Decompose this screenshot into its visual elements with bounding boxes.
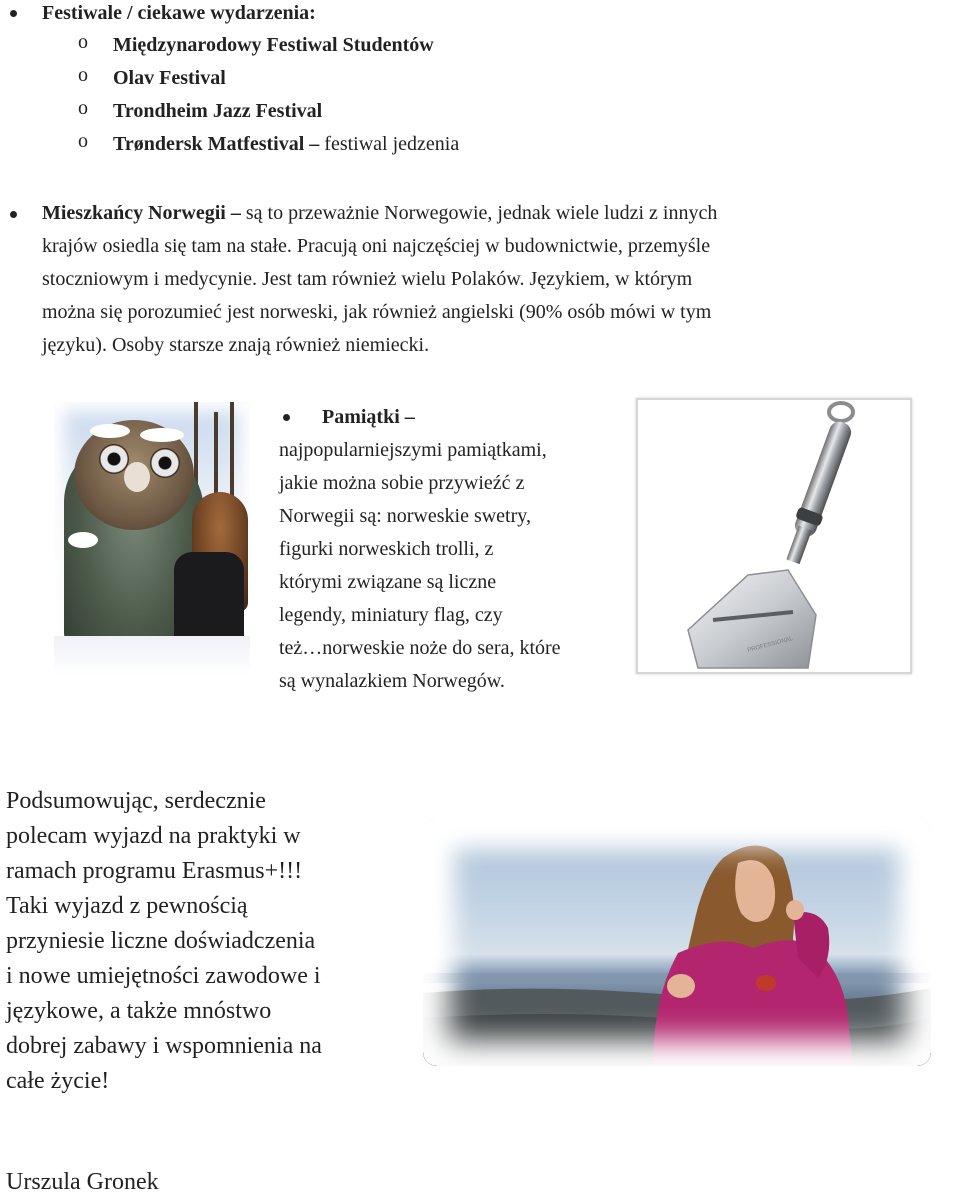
festival-name: Olav Festival [113, 67, 226, 89]
summary-line: dobrej zabawy i wspomnienia na [6, 1033, 322, 1059]
summary-line: Podsumowując, serdecznie [6, 788, 266, 814]
summary-paragraph [6, 784, 416, 1099]
residents-line: można się porozumieć jest norweski, jak również angielski (90% osób mówi w tym [42, 301, 712, 323]
slicer-engraving: PROFESSIONAL [746, 636, 794, 654]
sub-bullet-icon: o [78, 130, 88, 152]
list-item [113, 95, 322, 128]
souvenirs-line: figurki norweskich trolli, z [279, 538, 494, 560]
souvenirs-heading-line [279, 401, 629, 434]
festival-name: Międzynarodowy Festiwal Studentów [113, 34, 434, 56]
souvenirs-line: jakie można sobie przywieźć z [279, 472, 525, 494]
souvenirs-heading: Pamiątki – [322, 406, 415, 428]
souvenirs-line: są wynalazkiem Norwegów. [279, 670, 505, 692]
list-item [113, 128, 459, 161]
summary-line: całe życie! [6, 1068, 110, 1094]
summary-line: przyniesie liczne doświadczenia [6, 928, 316, 954]
list-item [113, 62, 226, 95]
bullet-icon [10, 211, 17, 218]
souvenirs-line: legendy, miniatury flag, czy [279, 604, 503, 626]
summary-line: językowe, a także mnóstwo [6, 998, 272, 1024]
summary-line: i nowe umiejętności zawodowe i [6, 963, 321, 989]
sub-bullet-icon: o [78, 64, 88, 86]
residents-heading: Mieszkańcy Norwegii – [42, 202, 241, 224]
residents-line: języku). Osoby starsze znają również niemiecki. [42, 334, 430, 356]
festival-name: Trondheim Jazz Festival [113, 100, 323, 122]
residents-paragraph [42, 197, 942, 362]
festivals-heading: Festiwale / ciekawe wydarzenia: [42, 2, 316, 24]
festival-name: Trøndersk Matfestival – [113, 133, 320, 155]
souvenirs-paragraph [279, 401, 629, 698]
residents-line: stoczniowym i medycynie. Jest tam również wielu Polaków. Językiem, w którym [42, 268, 693, 290]
sub-bullet-icon: o [78, 97, 88, 119]
souvenirs-line: Norwegii są: norweskie swetry, [279, 505, 531, 527]
souvenirs-line: którymi związane są liczne [279, 571, 497, 593]
list-item [113, 29, 434, 62]
cheese-slicer-photo [636, 398, 912, 674]
summary-line: Taki wyjazd z pewnością [6, 893, 248, 919]
residents-text: są to przeważnie Norwegowie, jednak wiele ludzi z innych [240, 202, 718, 224]
bullet-icon [10, 10, 17, 17]
cheese-slicer-icon [638, 400, 910, 672]
souvenirs-line: najpopularniejszymi pamiątkami, [279, 439, 547, 461]
sub-bullet-icon: o [78, 31, 88, 53]
residents-line: krajów osiedla się tam na stałe. Pracują oni najczęściej w budownictwie, przemyśle [42, 235, 711, 257]
troll-statue-photo [54, 402, 250, 676]
summary-line: polecam wyjazd na praktyki w [6, 823, 301, 849]
author-name: Urszula Gronek [6, 1169, 159, 1195]
souvenirs-line: też…norweskie noże do sera, które [279, 637, 561, 659]
landscape-portrait-photo [423, 818, 931, 1066]
festival-description: festiwal jedzenia [319, 133, 460, 155]
residents-line [42, 197, 942, 230]
summary-line: ramach programu Erasmus+!!! [6, 858, 303, 884]
